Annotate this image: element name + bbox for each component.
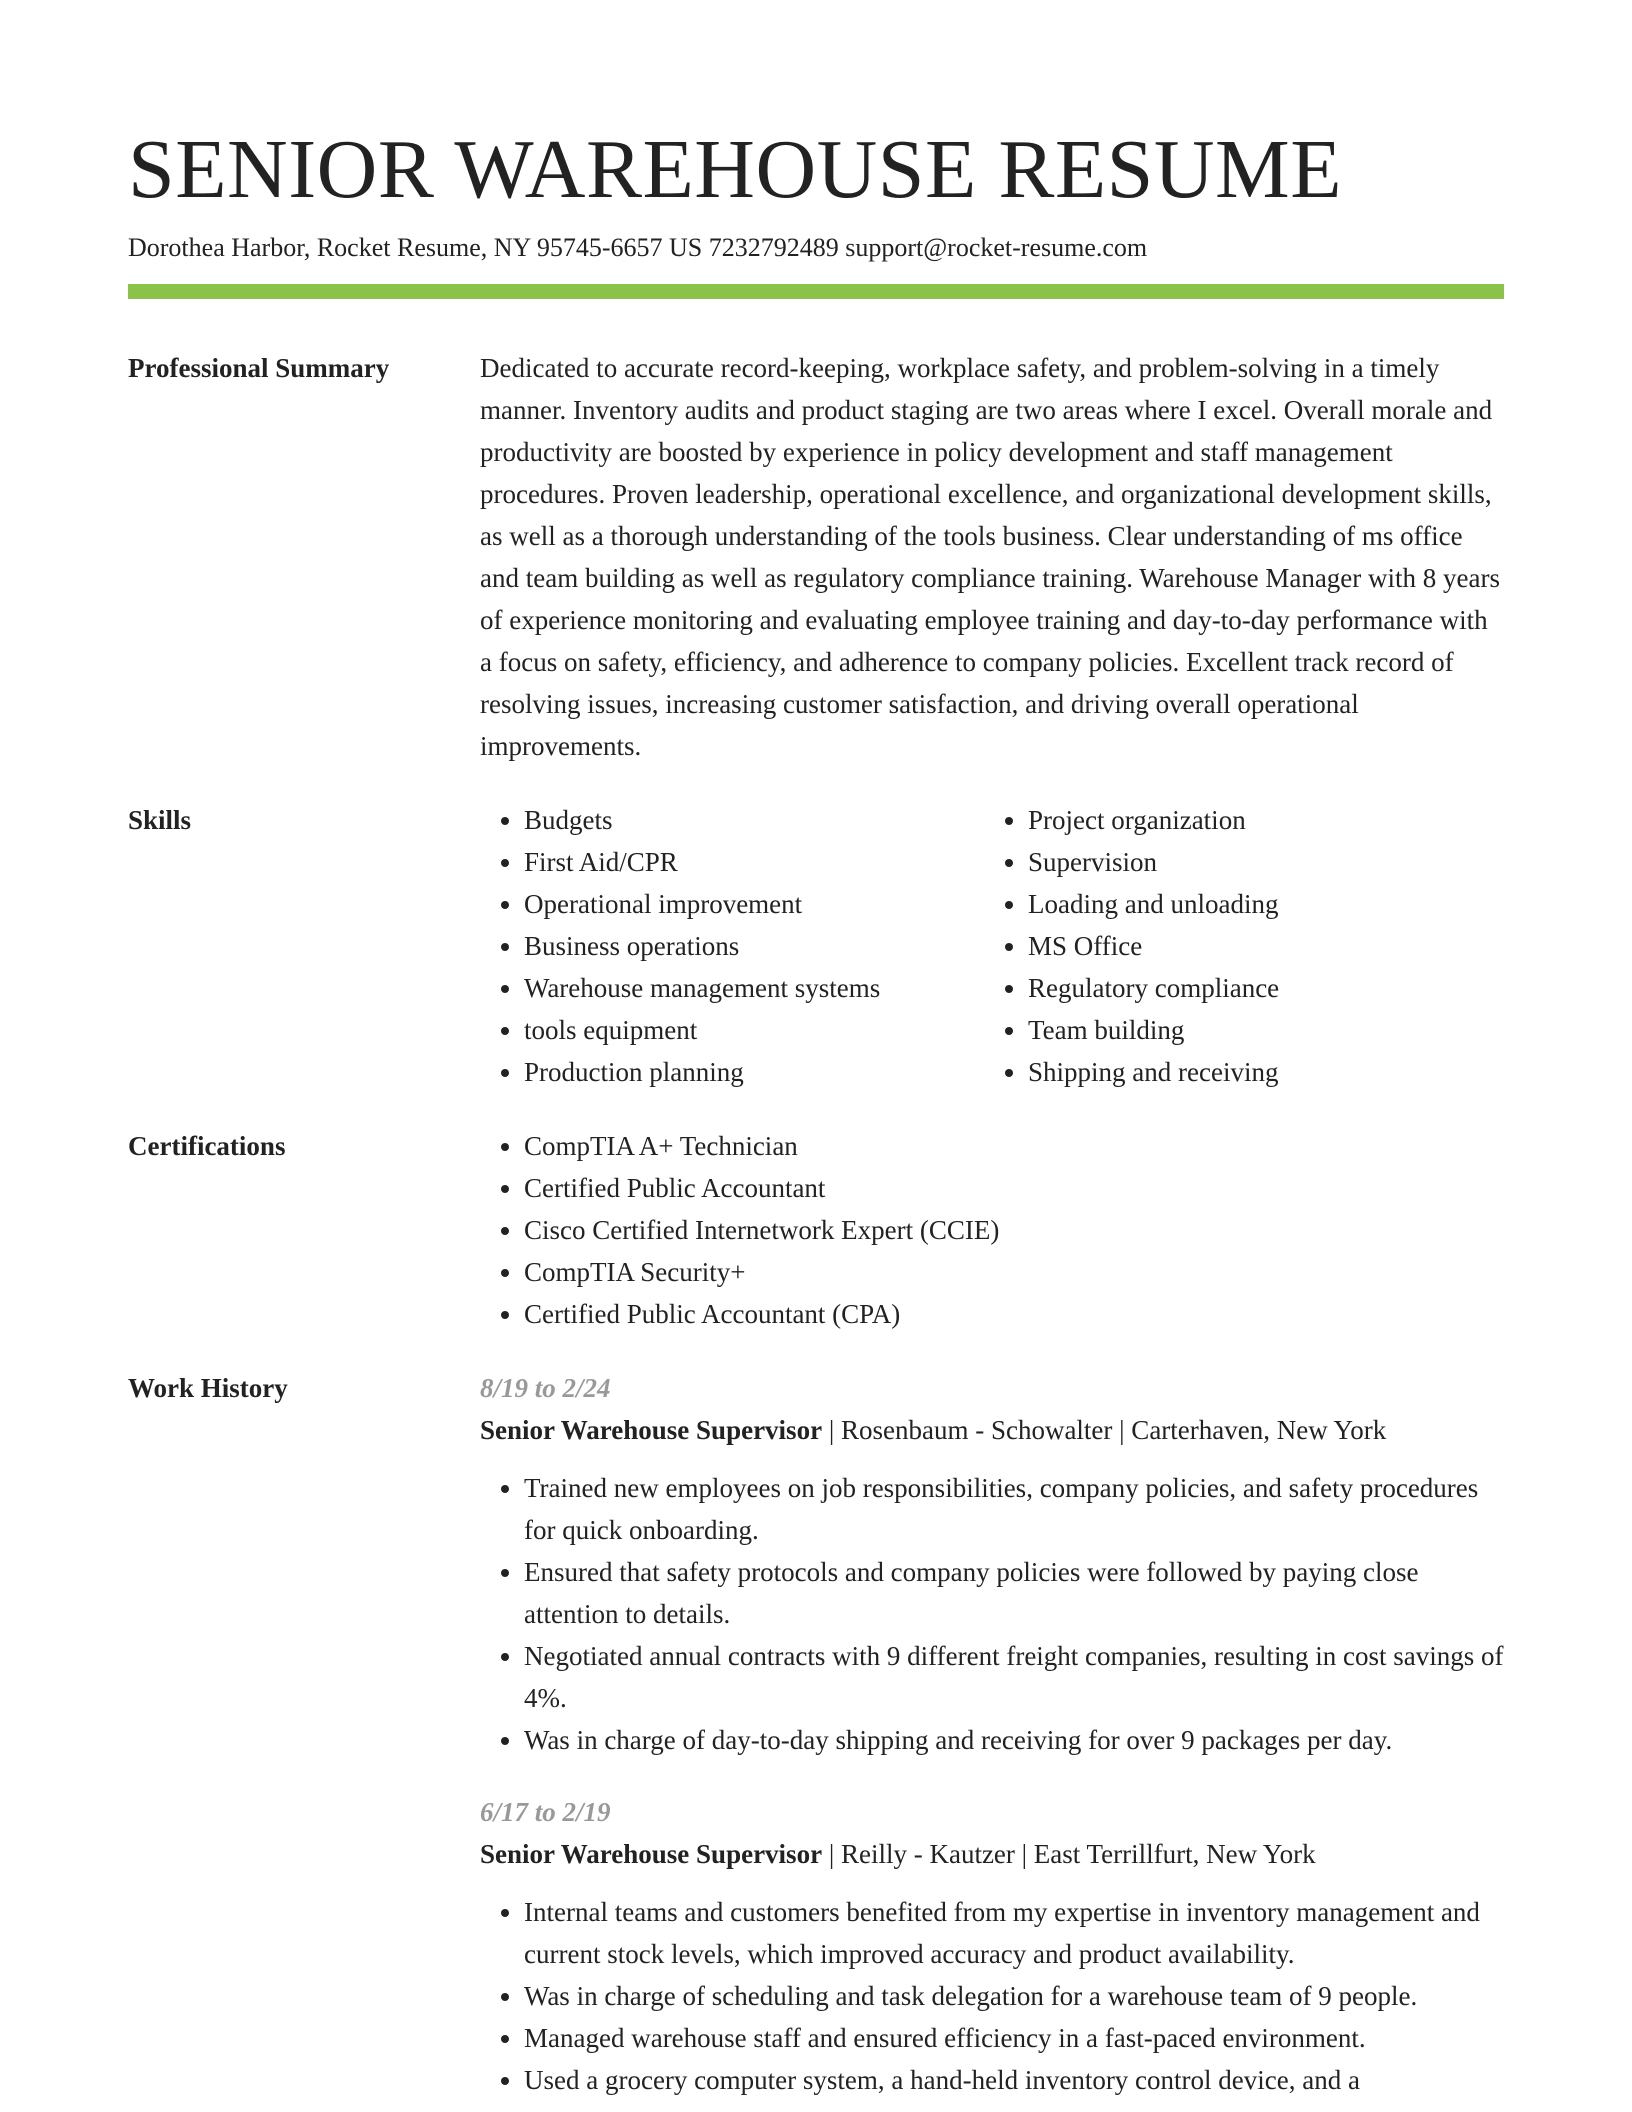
summary-label: Professional Summary xyxy=(128,353,390,383)
job-bullet: • Managed warehouse staff and ensured efficiency in a fast-paced environment. xyxy=(524,2017,1504,2059)
skill-item: • Team building xyxy=(1028,1009,1488,1051)
accent-divider xyxy=(128,284,1504,299)
certification-item: • CompTIA A+ Technician xyxy=(524,1125,1504,1167)
job-bullet: • Was in charge of day-to-day shipping and receiving for over 9 packages per day. xyxy=(524,1719,1504,1761)
skill-item: • Shipping and receiving xyxy=(1028,1051,1488,1093)
certification-item: • Certified Public Accountant xyxy=(524,1167,1504,1209)
skill-item: • Budgets xyxy=(524,799,984,841)
job-bullet: • Negotiated annual contracts with 9 different freight companies, resulting in cost savings of 4%. xyxy=(524,1635,1504,1719)
skill-item: • Loading and unloading xyxy=(1028,883,1488,925)
certifications-section xyxy=(128,1125,1504,1335)
certification-item: • CompTIA Security+ xyxy=(524,1251,1504,1293)
skill-item: • Project organization xyxy=(1028,799,1488,841)
skill-item: • Business operations xyxy=(524,925,984,967)
job-bullet: • Was in charge of scheduling and task delegation for a warehouse team of 9 people. xyxy=(524,1975,1504,2017)
job-company-location: | Rosenbaum - Schowalter | Carterhaven, New York xyxy=(822,1415,1387,1445)
job-bullet: • Ensured that safety protocols and company policies were followed by paying close attention to details. xyxy=(524,1551,1504,1635)
skill-item: • First Aid/CPR xyxy=(524,841,984,883)
certifications-label: Certifications xyxy=(128,1131,286,1161)
work-history-body xyxy=(480,1367,1504,2101)
job-bullet: • Trained new employees on job responsibilities, company policies, and safety procedures for quick onboarding. xyxy=(524,1467,1504,1551)
skill-item: • Regulatory compliance xyxy=(1028,967,1488,1009)
job-bullet: • Used a grocery computer system, a hand-held inventory control device, and a xyxy=(524,2059,1504,2101)
skill-item: • Supervision xyxy=(1028,841,1488,883)
job-dates: 8/19 to 2/24 xyxy=(480,1373,611,1403)
certification-item: • Certified Public Accountant (CPA) xyxy=(524,1293,1504,1335)
skill-item: • Production planning xyxy=(524,1051,984,1093)
certifications-list xyxy=(480,1125,1504,1335)
job-heading xyxy=(480,1409,1504,1451)
skills-columns xyxy=(480,799,1504,1093)
resume-page xyxy=(128,120,1504,2101)
summary-text: Dedicated to accurate record-keeping, workplace safety, and problem-solving in a timely manner. Inventory audits and product staging are two areas where I excel. Overall morale and productivity are boosted by experience in policy development and staff management procedures. Proven leadership, operational excellence, and organizational development skills, as well as a thorough understanding of the tools business. Clear understanding of ms office and team building as well as regulatory compliance training. Warehouse Manager with 8 years of experience monitoring and evaluating employee training and day-to-day performance with a focus on safety, efficiency, and adherence to company policies. Excellent track record of resolving issues, increasing customer satisfaction, and driving overall operational improvements. xyxy=(480,353,1501,761)
job-heading xyxy=(480,1833,1504,1875)
job-bullets xyxy=(480,1467,1504,1761)
job-role: Senior Warehouse Supervisor xyxy=(480,1415,823,1445)
resume-title: SENIOR WAREHOUSE RESUME xyxy=(128,123,1343,216)
job-entry xyxy=(480,1367,1504,1761)
job-bullets xyxy=(480,1891,1504,2101)
job-company-location: | Reilly - Kautzer | East Terrillfurt, New York xyxy=(822,1839,1316,1869)
job-role: Senior Warehouse Supervisor xyxy=(480,1839,823,1869)
certification-item: • Cisco Certified Internetwork Expert (CCIE) xyxy=(524,1209,1504,1251)
summary-section xyxy=(128,347,1504,767)
skill-item: • Operational improvement xyxy=(524,883,984,925)
job-dates: 6/17 to 2/19 xyxy=(480,1797,611,1827)
skills-label: Skills xyxy=(128,805,192,835)
skill-item: • tools equipment xyxy=(524,1009,984,1051)
skills-list-left xyxy=(480,799,984,1093)
job-bullet: • Internal teams and customers benefited from my expertise in inventory management and current stock levels, which improved accuracy and product availability. xyxy=(524,1891,1504,1975)
skill-item: • Warehouse management systems xyxy=(524,967,984,1009)
skills-list-right xyxy=(984,799,1488,1093)
skills-section xyxy=(128,799,1504,1093)
contact-line: Dorothea Harbor, Rocket Resume, NY 95745-6657 US 7232792489 support@rocket-resume.com xyxy=(128,233,1148,262)
skill-item: • MS Office xyxy=(1028,925,1488,967)
work-history-section xyxy=(128,1367,1504,2101)
certifications-body xyxy=(480,1125,1504,1335)
work-history-label: Work History xyxy=(128,1373,288,1403)
job-entry xyxy=(480,1791,1504,2101)
